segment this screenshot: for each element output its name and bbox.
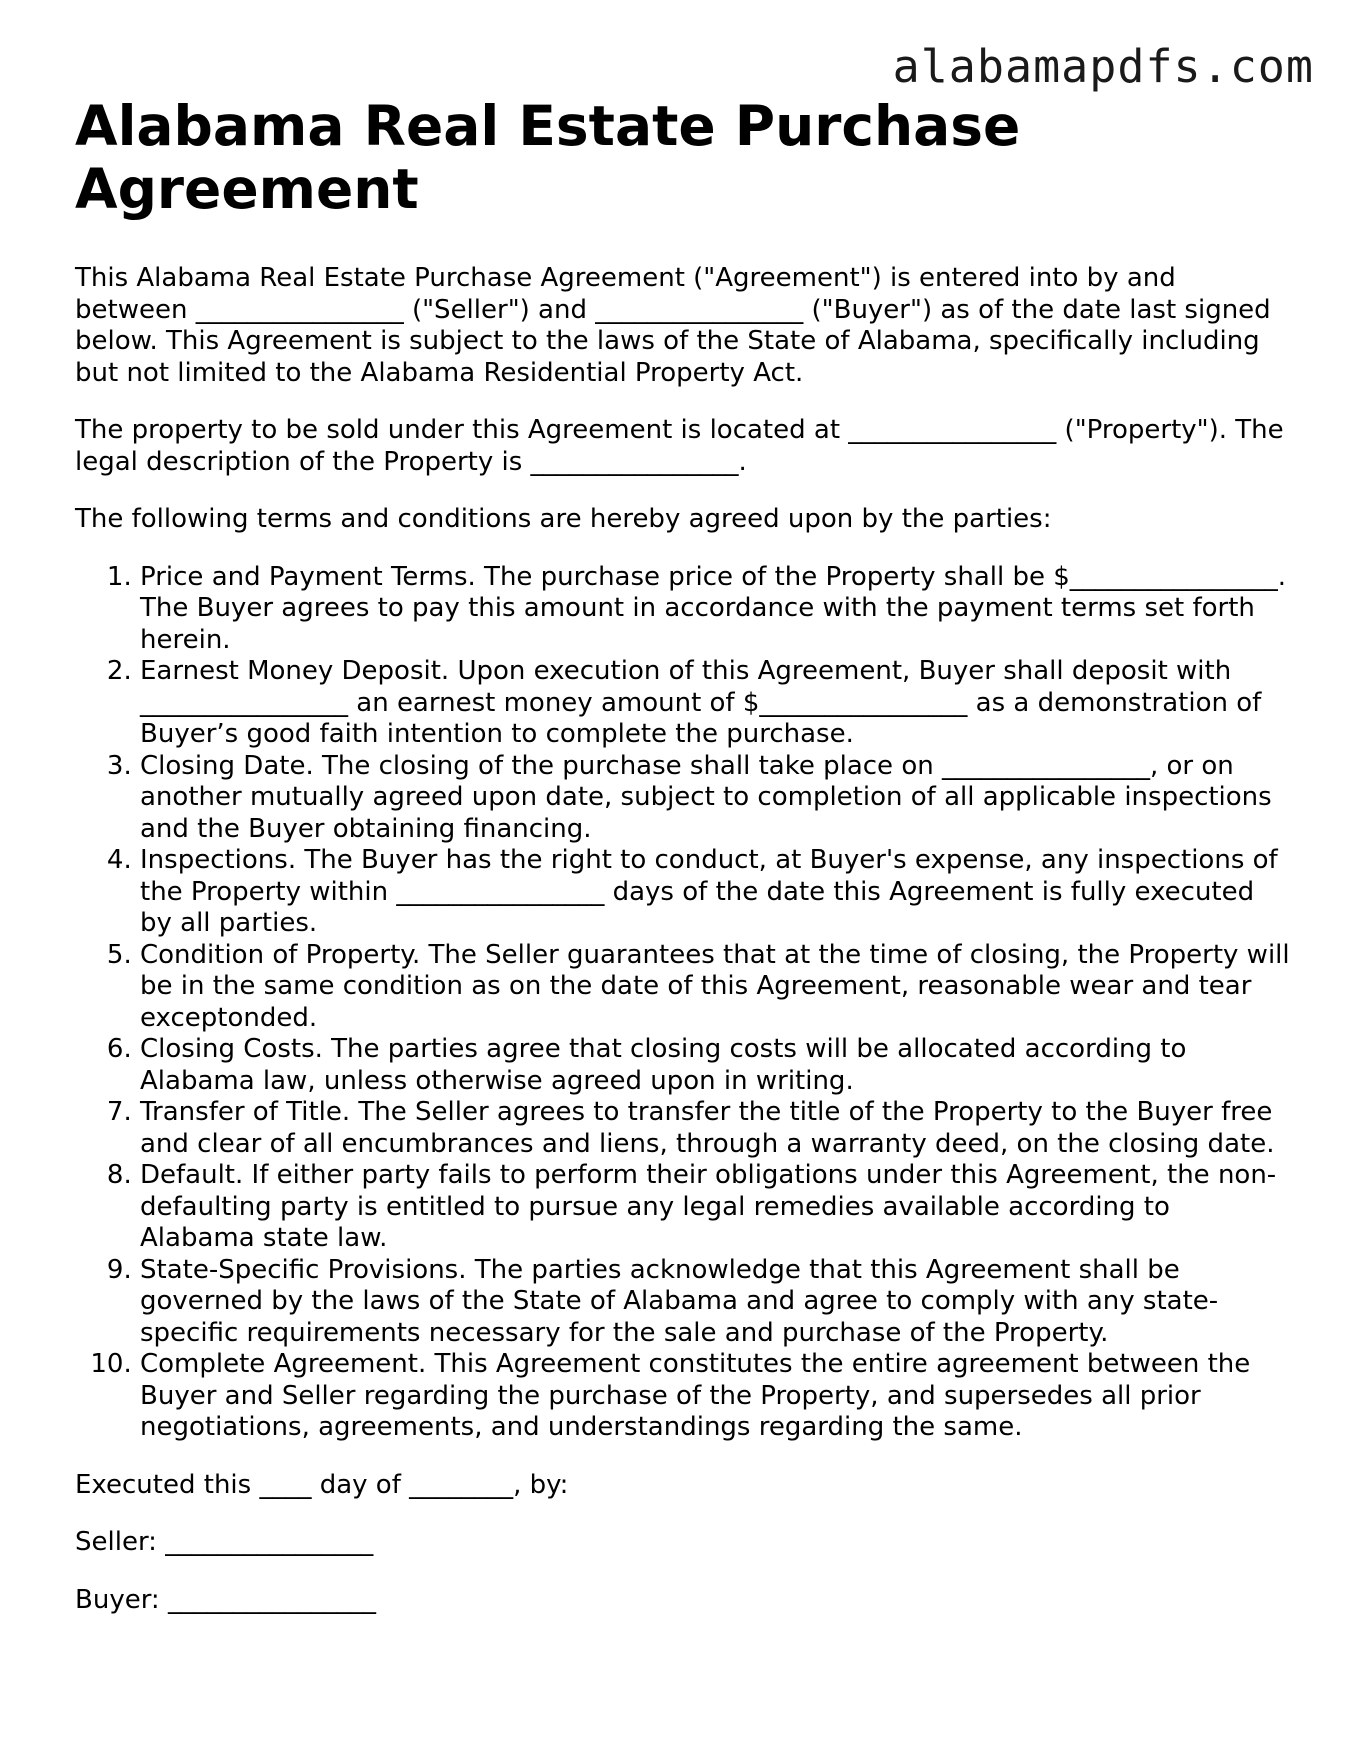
term-item: 3. Closing Date. The closing of the purchase shall take place on ________________, or on another mutually agreed upon date, subject to completion of all applicable inspections and the Buyer obtaining financing. <box>140 751 1290 846</box>
term-item: 8. Default. If either party fails to perform their obligations under this Agreement, the non-defaulting party is entitled to pursue any legal remedies available according to Alabama state law. <box>140 1160 1290 1255</box>
term-item: 10. Complete Agreement. This Agreement constitutes the entire agreement between the Buyer and Seller regarding the purchase of the Property, and supersedes all prior negotiations, agreements, and understandings regarding the same. <box>140 1349 1290 1444</box>
document-body <box>75 95 1290 1642</box>
term-item: 2. Earnest Money Deposit. Upon execution of this Agreement, Buyer shall deposit with ________________ an earnest money amount of $________________ as a demonstration of Buyer’s good faith intention to complete the purchase. <box>140 656 1290 751</box>
buyer-signature-line: Buyer: ________________ <box>75 1584 376 1615</box>
executed-line: Executed this ____ day of ________, by: <box>75 1469 569 1500</box>
site-watermark: alabamapdfs.com <box>892 40 1314 93</box>
terms-list <box>75 562 1290 1444</box>
document-title: Alabama Real Estate Purchase Agreement <box>75 94 1021 221</box>
term-item: 1. Price and Payment Terms. The purchase price of the Property shall be $________________. The Buyer agrees to pay this amount in accordance with the payment terms set forth herein. <box>140 562 1290 657</box>
intro-paragraph: This Alabama Real Estate Purchase Agreement ("Agreement") is entered into by and between ________________ ("Seller") and ________________ ("Buyer") as of the date last signed below. This Agreement is subject to the laws of the State of Alabama, specifically including but not limited to the Alabama Residential Property Act. <box>75 263 1271 388</box>
property-paragraph: The property to be sold under this Agreement is located at ________________ ("Property"). The legal description of the Property is ________________. <box>75 415 1284 477</box>
term-item: 7. Transfer of Title. The Seller agrees to transfer the title of the Property to the Buyer free and clear of all encumbrances and liens, through a warranty deed, on the closing date. <box>140 1097 1290 1160</box>
term-item: 9. State-Specific Provisions. The parties acknowledge that this Agreement shall be governed by the laws of the State of Alabama and agree to comply with any state-specific requirements necessary for the sale and purchase of the Property. <box>140 1255 1290 1350</box>
term-item: 6. Closing Costs. The parties agree that closing costs will be allocated according to Alabama law, unless otherwise agreed upon in writing. <box>140 1034 1290 1097</box>
seller-signature-line: Seller: ________________ <box>75 1527 374 1557</box>
term-item: 5. Condition of Property. The Seller guarantees that at the time of closing, the Property will be in the same condition as on the date of this Agreement, reasonable wear and tear exceptonded. <box>140 940 1290 1035</box>
term-item: 4. Inspections. The Buyer has the right to conduct, at Buyer's expense, any inspections of the Property within ________________ days of the date this Agreement is fully executed by all parties. <box>140 845 1290 940</box>
terms-intro: The following terms and conditions are hereby agreed upon by the parties: <box>75 504 1052 534</box>
